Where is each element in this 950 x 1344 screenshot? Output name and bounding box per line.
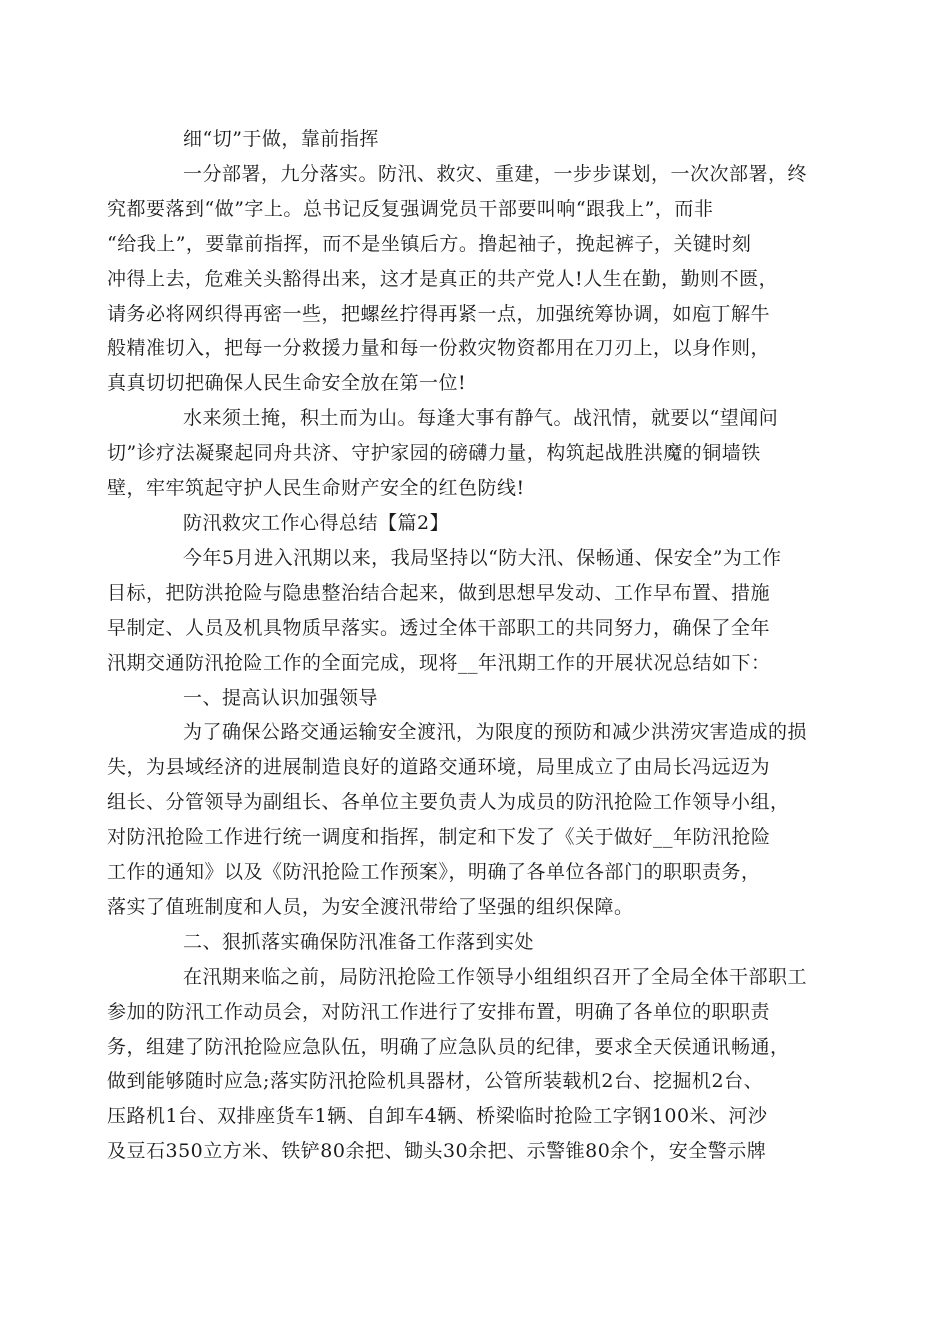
document-body <box>107 122 808 1169</box>
text-line: 切”诊疗法凝聚起同舟共济、守护家园的磅礴力量，构筑起战胜洪魔的铜墙铁 <box>107 442 761 465</box>
paragraph <box>107 401 805 506</box>
text-line: 一、提高认识加强领导 <box>183 686 379 709</box>
text-line: 目标，把防洪抢险与隐患整治结合起来，做到思想早发动、工作早布置、措施 <box>107 581 771 604</box>
text-line: 失，为县域经济的进展制造良好的道路交通环境，局里成立了由局长冯远迈为 <box>107 756 771 779</box>
text-line: 务，组建了防汛抢险应急队伍，明确了应急队员的纪律，要求全天侯通讯畅通， <box>107 1035 790 1058</box>
paragraph <box>107 157 808 401</box>
text-line: 今年5月进入汛期以来，我局坚持以“防大汛、保畅通、保安全”为工作 <box>183 546 782 569</box>
text-line: 在汛期来临之前，局防汛抢险工作领导小组组织召开了全局全体干部职工 <box>183 965 808 988</box>
text-line: 及豆石350立方米、铁铲80余把、锄头30余把、示警锥80余个，安全警示牌 <box>107 1140 767 1163</box>
text-line: 真真切切把确保人民生命安全放在第一位! <box>107 372 467 395</box>
text-line: “给我上”，要靠前指挥，而不是坐镇后方。撸起袖子，挽起裤子，关键时刻 <box>107 232 752 255</box>
text-line: 为了确保公路交通运输安全渡汛，为限度的预防和减少洪涝灾害造成的损 <box>183 721 808 744</box>
text-line: 水来须土掩，积土而为山。每逢大事有静气。战汛情，就要以“望闻问 <box>183 407 779 430</box>
text-line: 究都要落到“做”字上。总书记反复强调党员干部要叫响“跟我上”，而非 <box>107 197 714 220</box>
text-line: 一分部署，九分落实。防汛、救灾、重建，一步步谋划，一次次部署，终 <box>183 162 808 185</box>
section-heading <box>145 506 805 541</box>
paragraph <box>107 541 805 681</box>
text-line: 请务必将网织得再密一些，把螺丝拧得再紧一点，加强统筹协调，如庖丁解牛 <box>107 302 771 325</box>
section-heading <box>145 681 805 716</box>
text-line: 对防汛抢险工作进行统一调度和指挥，制定和下发了《关于做好__年防汛抢险 <box>107 826 771 849</box>
text-line: 细“切”于做，靠前指挥 <box>183 128 379 150</box>
text-line: 汛期交通防汛抢险工作的全面完成，现将__年汛期工作的开展状况总结如下： <box>107 651 771 674</box>
text-line: 壁，牢牢筑起守护人民生命财产安全的红色防线! <box>107 477 525 500</box>
text-line: 冲得上去，危难关头豁得出来，这才是真正的共产党人!人生在勤，勤则不匮， <box>107 267 779 290</box>
text-line: 般精准切入，把每一分救援力量和每一份救灾物资都用在刀刃上，以身作则， <box>107 337 771 360</box>
text-line: 早制定、人员及机具物质早落实。透过全体干部职工的共同努力，确保了全年 <box>107 616 771 639</box>
text-line: 组长、分管领导为副组长、各单位主要负责人为成员的防汛抢险工作领导小组， <box>107 791 790 814</box>
section-heading <box>145 925 805 960</box>
text-line: 二、狠抓落实确保防汛准备工作落到实处 <box>183 930 535 953</box>
paragraph <box>107 715 808 924</box>
text-line: 工作的通知》以及《防汛抢险工作预案》，明确了各单位各部门的职职责务， <box>107 861 761 884</box>
paragraph <box>107 960 808 1169</box>
text-line: 压路机1台、双排座货车1辆、自卸车4辆、桥梁临时抢险工字钢100米、河沙 <box>107 1105 768 1128</box>
text-line: 做到能够随时应急;落实防汛抢险机具器材，公管所装载机2台、挖掘机2台、 <box>107 1070 764 1093</box>
text-line: 落实了值班制度和人员，为安全渡汛带给了坚强的组织保障。 <box>107 895 634 918</box>
section-heading <box>145 122 805 157</box>
text-line: 防汛救灾工作心得总结【篇2】 <box>183 511 450 534</box>
text-line: 参加的防汛工作动员会，对防汛工作进行了安排布置，明确了各单位的职职责 <box>107 1000 771 1023</box>
